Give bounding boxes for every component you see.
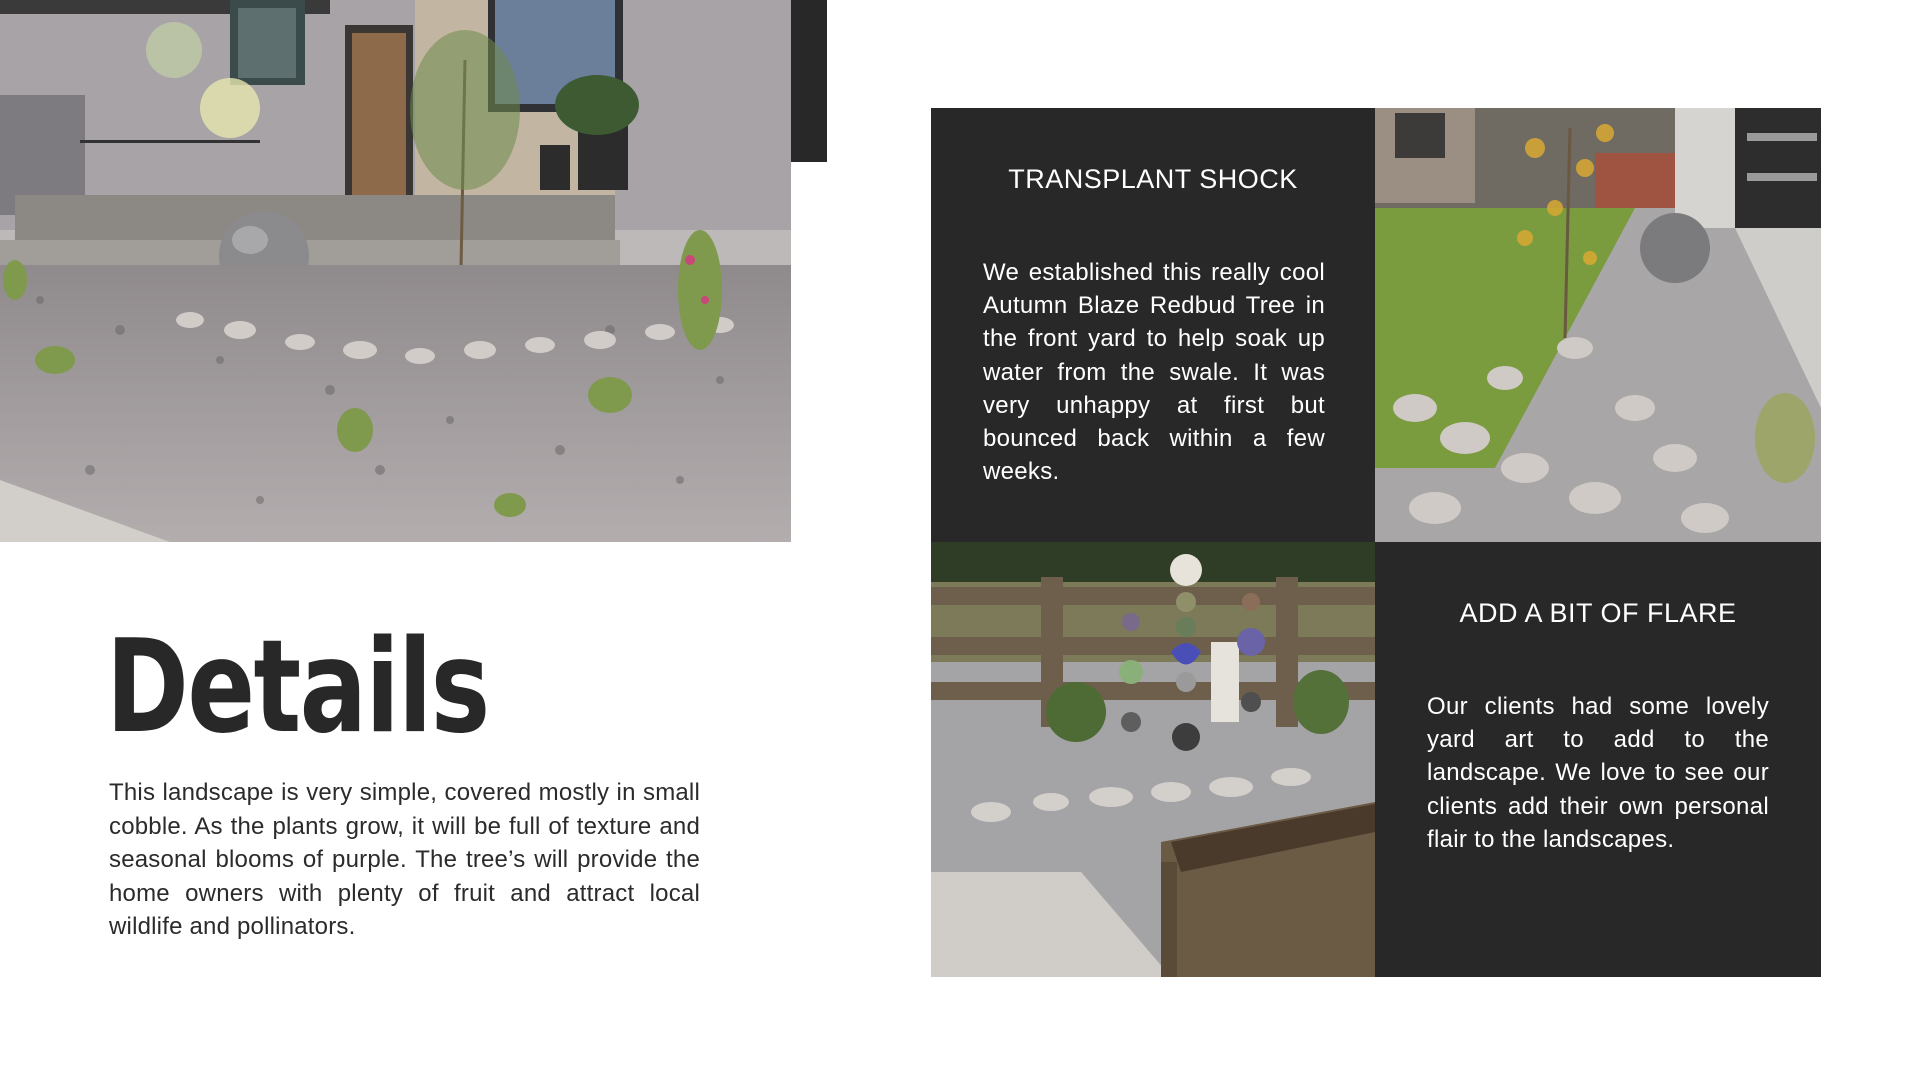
add-flare-body: Our clients had some lovely yard art to add to the landscape. We love to see our clients add their own personal flair to the landscapes. [1427,693,1769,853]
page-title: Details [106,613,489,762]
redbud-tree-photo [1375,108,1821,542]
yard-art-photo [931,542,1375,977]
intro-paragraph: This landscape is very simple, covered mostly in small cobble. As the plants grow, it will be full of texture and seasonal blooms of purple. The tree’s will provide the home owners with plenty of fruit and attract local wildlife and pollinators. [109,779,700,940]
transplant-shock-heading: TRANSPLANT SHOCK [1008,164,1298,194]
add-flare-heading: ADD A BIT OF FLARE [1459,598,1737,628]
add-flare-card [1375,542,1821,977]
hero-photo [0,0,791,542]
transplant-shock-body: We established this really cool Autumn Blaze Redbud Tree in the front yard to help soak up water from the swale. It was very unhappy at first but bounced back within a few weeks. [983,259,1325,486]
transplant-shock-card [931,108,1375,542]
